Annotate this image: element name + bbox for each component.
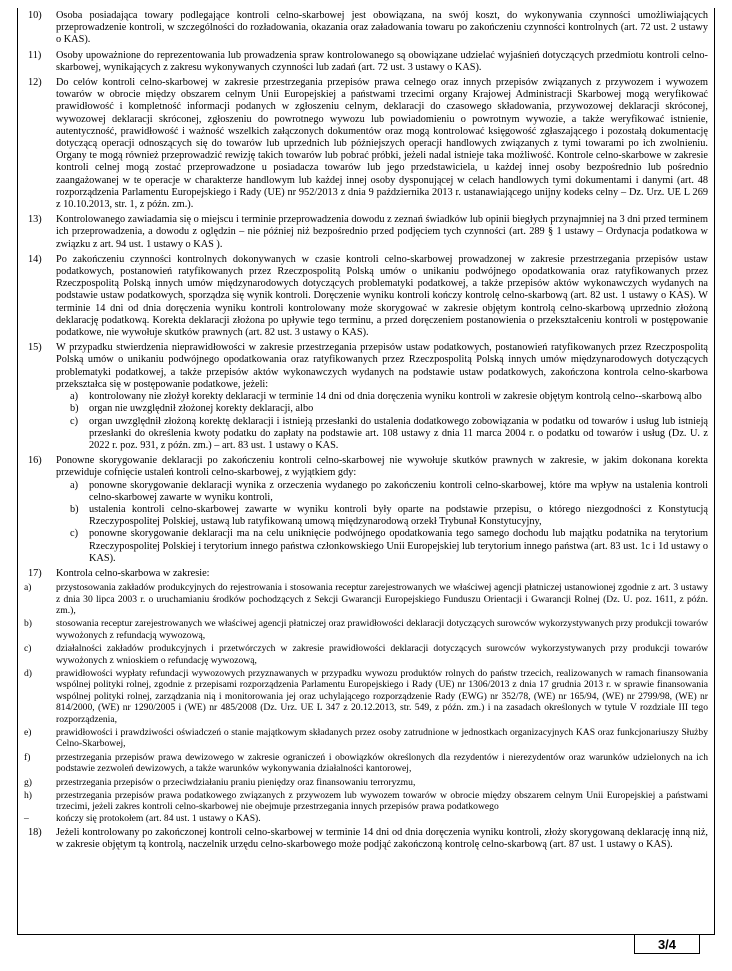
sub-item-text: kończy się protokołem (art. 84 ust. 1 ustawy o KAS). (56, 812, 261, 824)
item-text: Jeżeli kontrolowany po zakończonej kontroli celno-skarbowej w terminie 14 dni od dnia doręczenia wyniku kontroli, złoży skorygowaną deklarację inną niż, w zakresie objętym tą kontrolą, naczelnik urzędu celno-skarbowego może podjąć zakończoną kontrolę celno-skarbową (art. 87 ust. 1 ustawy o KAS). (56, 827, 708, 851)
item-number: 18) (28, 827, 42, 839)
item-number: 16) (28, 455, 42, 467)
item-number: 14) (28, 253, 42, 265)
sub-item-text: prawidłowości i prawdziwości oświadczeń o stanie majątkowym składanych przez osoby zatrudnione w jednostkach organizacyjnych KAS oraz funkcjonariuszy Służby Celno-Skarbowej, (56, 727, 708, 750)
sub-item-letter: d) (24, 667, 32, 679)
sub-item-letter: h) (24, 790, 32, 802)
sub-item-text: przestrzegania przepisów prawa dewizowego w zakresie ograniczeń i obowiązków określonych dla rezydentów i nierezydentów oraz warunków udzielonych na ich podstawie zezwoleń dewizowych, a także warunków wykonywania działalności kantorowej, (56, 751, 708, 775)
sub-item-text: prawidłowości wypłaty refundacji wywozowych przyznawanych w przypadku wywozu produktów rolnych do państw trzecich, realizowanych w ramach finansowania wspólnej polityki rolnej, zgodnie z przepisami rozporządzenia Parlamentu Europejskiego i Rady (UE) nr 1306/2013 z dnia 17 grudnia 2013 r. w sprawie finansowania wspólnej polityki rolnej, zarządzania nią i monitorowania jej oraz uchylającego rozporządzenie Rady (EWG) nr 352/78, (WE) nr 165/94, (WE) nr 2799/98, (WE) nr 814/2000, (WE) nr 1290/2005 i (WE) nr 485/2008 (Dz. Urz. UE L 347 z 20.12.2013, str. 549, z późn. zm.) i na zasadach określonych w tytule V rozdziale III tego rozporządzenia, (56, 667, 708, 725)
item-text: W przypadku stwierdzenia nieprawidłowości w zakresie przestrzegania przepisów ustaw podatkowych, postanowień ratyfikowanych przez Rzeczpospolitą Polską umów o unikaniu podwójnego opodatkowania oraz ratyfikowanych przez Rzeczpospolitą Polską innych umów międzynarodowych dotyczących problematyki podatkowej, a także przepisów aktów wykonawczych wydanych na podstawie ustaw podatkowych, zakończona kontrola celno-skarbowa przekształca się w postępowanie podatkowe, jeżeli: (56, 342, 708, 390)
item-text: Osoba posiadająca towary podlegające kontroli celno-skarbowej jest obowiązana, na swój koszt, do wykonywania czynności umożliwiających przeprowadzenie kontroli, w szczególności do rozładowania, okazania oraz załadowania towaru po zakończeniu czynności kontrolnych (art. 72 ust. 2 ustawy o KAS). (56, 10, 708, 46)
item-text: Osoby upoważnione do reprezentowania lub prowadzenia spraw kontrolowanego są obowiązane udzielać wyjaśnień dotyczących przedmiotu kontroli celno-skarbowej, wynikających z zakresu wykonywanych czynności lub zadań (art. 72 ust. 3 ustawy o KAS). (56, 49, 708, 73)
list-item (22, 10, 708, 47)
list-item (22, 455, 708, 565)
item-text: Kontrola celno-skarbowa w zakresie: (56, 567, 210, 579)
list-item (22, 568, 708, 580)
sub-item-text: przestrzegania przepisów o przeciwdziałaniu praniu pieniędzy oraz finansowaniu terroryzmu, (56, 776, 416, 788)
sub-item-letter: b) (70, 403, 79, 415)
sub-item (22, 777, 708, 788)
sub-item-conclusion (22, 813, 708, 824)
page-number: 3/4 (634, 934, 700, 954)
list-item (22, 827, 708, 851)
sub-item-letter: g) (24, 776, 32, 788)
item-number: 17) (28, 567, 42, 579)
sub-item (22, 668, 708, 725)
sub-item (22, 752, 708, 775)
sub-item (56, 480, 708, 504)
sub-item-letter: c) (70, 528, 78, 540)
list-item (22, 214, 708, 251)
sub-item (56, 403, 708, 415)
sub-item (22, 643, 708, 666)
sub-item (22, 582, 708, 616)
sub-item-text: ponowne skorygowanie deklaracji ma na celu uniknięcie podwójnego opodatkowania tego samego dochodu lub majątku podatnika na terytorium Rzeczypospolitej Polskiej i terytorium innego państwa członkowskiego Unii Europejskiej lub terytorium innego państwa (art. 83 ust. 1c i 1d ustawy o KAS). (89, 528, 708, 564)
sub-item-letter: b) (70, 503, 79, 515)
sub-item-text: ustalenia kontroli celno-skarbowej zawarte w wyniku kontroli były oparte na podstawie przepisu, o którego niezgodności z Konstytucją Rzeczypospolitej Polskiej, ustawą lub ratyfikowaną umową międzynarodową orzekł Trybunał Konstytucyjny, (89, 503, 708, 528)
list-item (22, 342, 708, 452)
sub-item-letter: a) (70, 479, 78, 491)
sub-item-text: stosowania receptur zarejestrowanych we właściwej agencji płatniczej oraz prawidłowości deklaracji dotyczących surowców wykorzystywanych przy produkcji towarów wywożonych z refundacją wywozową, (56, 618, 708, 641)
item-text: Ponowne skorygowanie deklaracji po zakończeniu kontroli celno-skarbowej nie wywołuje skutków prawnych w zakresie, w jakim dokonana korekta przewiduje cofnięcie ustaleń kontroli celno-skarbowej, z wyjątkiem gdy: (56, 455, 708, 479)
item-text: Po zakończeniu czynności kontrolnych dokonywanych w czasie kontroli celno-skarbowej prowadzonej w zakresie przestrzegania przepisów ustaw podatkowych, postanowień ratyfikowanych przez Rzeczpospolitą Polską umów o unikaniu podwójnego opodatkowania oraz ratyfikowanych przez Rzeczpospolitą Polską innych umów międzynarodowych dotyczących problematyki podatkowej, a także przepisów aktów wykonawczych wydanych na podstawie ustaw podatkowych, sporządza się wynik kontroli. Doręczenie wyniku kontroli kończy kontrolę celno-skarbową (art. 82 ust. 1 ustawy o KAS). W terminie 14 dni od dnia doręczenia wyniku kontroli kontrolowany może skorygować w zakresie objętym kontrolą celno-skarbową uprzednio złożoną deklarację podatkową. Korekta deklaracji złożona po upływie tego terminu, a przed doręczeniem postanowienia o przekształceniu kontroli w postępowanie podatkowe, nie wywołuje skutków prawnych (art. 82 ust. 3 ustawy o KAS). (56, 253, 708, 339)
sub-item-letter: e) (24, 727, 32, 739)
sub-item (56, 528, 708, 565)
item-number: 15) (28, 342, 42, 354)
sub-item-text: działalności zakładów produkcyjnych i przetwórczych w zakresie prawidłowości deklaracji dotyczących surowców wykorzystywanych przy produkcji towarów wywożonych z wnioskiem o refundację wywozową, (56, 643, 708, 666)
sub-item (56, 416, 708, 453)
sub-item-letter: a) (24, 582, 32, 594)
sub-item-text: organ uwzględnił złożoną korektę deklaracji i istnieją przesłanki do ustalenia dodatkowego zobowiązania w podatku od towarów i usług lub istnieją przesłanki do określenia kwoty podatku do zapłaty na podstawie art. 108 ustawy z dnia 11 marca 2004 r. o podatku od towarów i usług (Dz. U. z 2022 r. poz. 931, z późn. zm.) – art. 83 ust. 1 ustawy o KAS. (89, 415, 708, 451)
sub-item-letter: b) (24, 618, 32, 630)
sub-item-text: przestrzegania przepisów prawa podatkowego związanych z przywozem lub wywozem towarów w obrocie między obszarem celnym Unii Europejskiej a państwami trzecimi, jeżeli zakres kontroli celno-skarbowej nie obejmuje przestrzegania innych przepisów prawa podatkowego (56, 790, 708, 813)
item-number: 12) (28, 77, 42, 89)
sub-item (56, 504, 708, 528)
list-item (22, 50, 708, 74)
sub-item (56, 391, 708, 403)
sub-item-text: kontrolowany nie złożył korekty deklaracji w terminie 14 dni od dnia doręczenia wyniku kontroli w zakresie objętym kontrolą celno--skarbową albo (89, 391, 702, 403)
item-text: Kontrolowanego zawiadamia się o miejscu i terminie przeprowadzenia dowodu z zeznań świadków lub opinii biegłych przynajmniej na 3 dni przed terminem ich przeprowadzenia, a dowodu z oględzin – nie później niż bezpośrednio przed podjęciem tych czynności (art. 289 § 1 ustawy – Ordynacja podatkowa w związku z art. 94 ust. 1 ustawy o KAS ). (56, 214, 708, 250)
item-number: 11) (28, 49, 42, 61)
sub-item-text: organ nie uwzględnił złożonej korekty deklaracji, albo (89, 403, 314, 415)
sub-item (22, 790, 708, 813)
sub-item-letter: f) (24, 751, 31, 763)
sub-item-letter: a) (70, 391, 78, 403)
document-body (22, 10, 708, 855)
list-item (22, 254, 708, 339)
list-item (22, 77, 708, 211)
item-text: Do celów kontroli celno-skarbowej w zakresie przestrzegania przepisów prawa celnego oraz innych przepisów związanych z przywozem i wywozem towarów w obrocie między obszarem celnym Unii Europejskiej a państwami trzecimi organy Krajowej Administracji Skarbowej mogą weryfikować prawidłowość i kompletność informacji podanych w zgłoszeniu celnym, deklaracji do czasowego składowania, przywozowej deklaracji skróconej, wywozowej deklaracji skróconej, zgłoszeniu do powrotnego wywozu lub powiadomieniu o powrotnym wywozie, a także weryfikować istnienie, autentyczność, prawidłowość i ważność wszelkich załączonych dokumentów oraz mogą kontrolować księgowość zgłaszającego i pozostałą dokumentację dotyczącą operacji odnoszących się do towarów lub uprzednich lub późniejszych operacji handlowych związanych z tymi towarami po ich zwolnieniu. Organy te mogą również przeprowadzić rewizję takich towarów lub pobrać próbki, jeżeli nadal istnieje taka możliwość. Kontrole celno-skarbowe w zakresie kontroli celnej mogą zostać przeprowadzone u posiadacza towarów lub jego przedstawiciela, u każdej innej osoby bezpośrednio lub pośrednio zaangażowanej w te operacje w charakterze handlowym lub każdej innej osoby dysponującej w celach handlowych tymi dokumentami i danymi (art. 48 rozporządzenia Parlamentu Europejskiego i Rady (UE) nr 952/2013 z dnia 9 października 2013 r. ustanawiającego unijny kodeks celny – Dz. Urz. UE L 269 z 10.10.2013, str. 1, z późn. zm.). (56, 77, 708, 211)
sub-item (22, 618, 708, 641)
sub-item-letter: c) (70, 415, 78, 427)
item-number: 10) (28, 10, 42, 21)
dash-marker: – (24, 812, 29, 824)
sub-item-letter: c) (24, 643, 32, 655)
sub-item (22, 727, 708, 750)
sub-item-text: ponowne skorygowanie deklaracji wynika z orzeczenia wydanego po zakończeniu kontroli celno-skarbowej, które ma wpływ na ustalenia kontroli celno-skarbowej zawarte w wyniku kontroli, (89, 479, 708, 503)
sub-item-text: przystosowania zakładów produkcyjnych do rejestrowania i stosowania receptur zarejestrowanych we właściwej agencji płatniczej ustanowionej zgodnie z art. 3 ustawy z dnia 30 lipca 2003 r. o uruchamianiu środków pochodzących z Sekcji Gwarancji Europejskiego Funduszu Orientacji i Gwarancji Rolnej (Dz. U. poz. 1611, z późn. zm.), (56, 582, 708, 616)
item-number: 13) (28, 214, 42, 226)
